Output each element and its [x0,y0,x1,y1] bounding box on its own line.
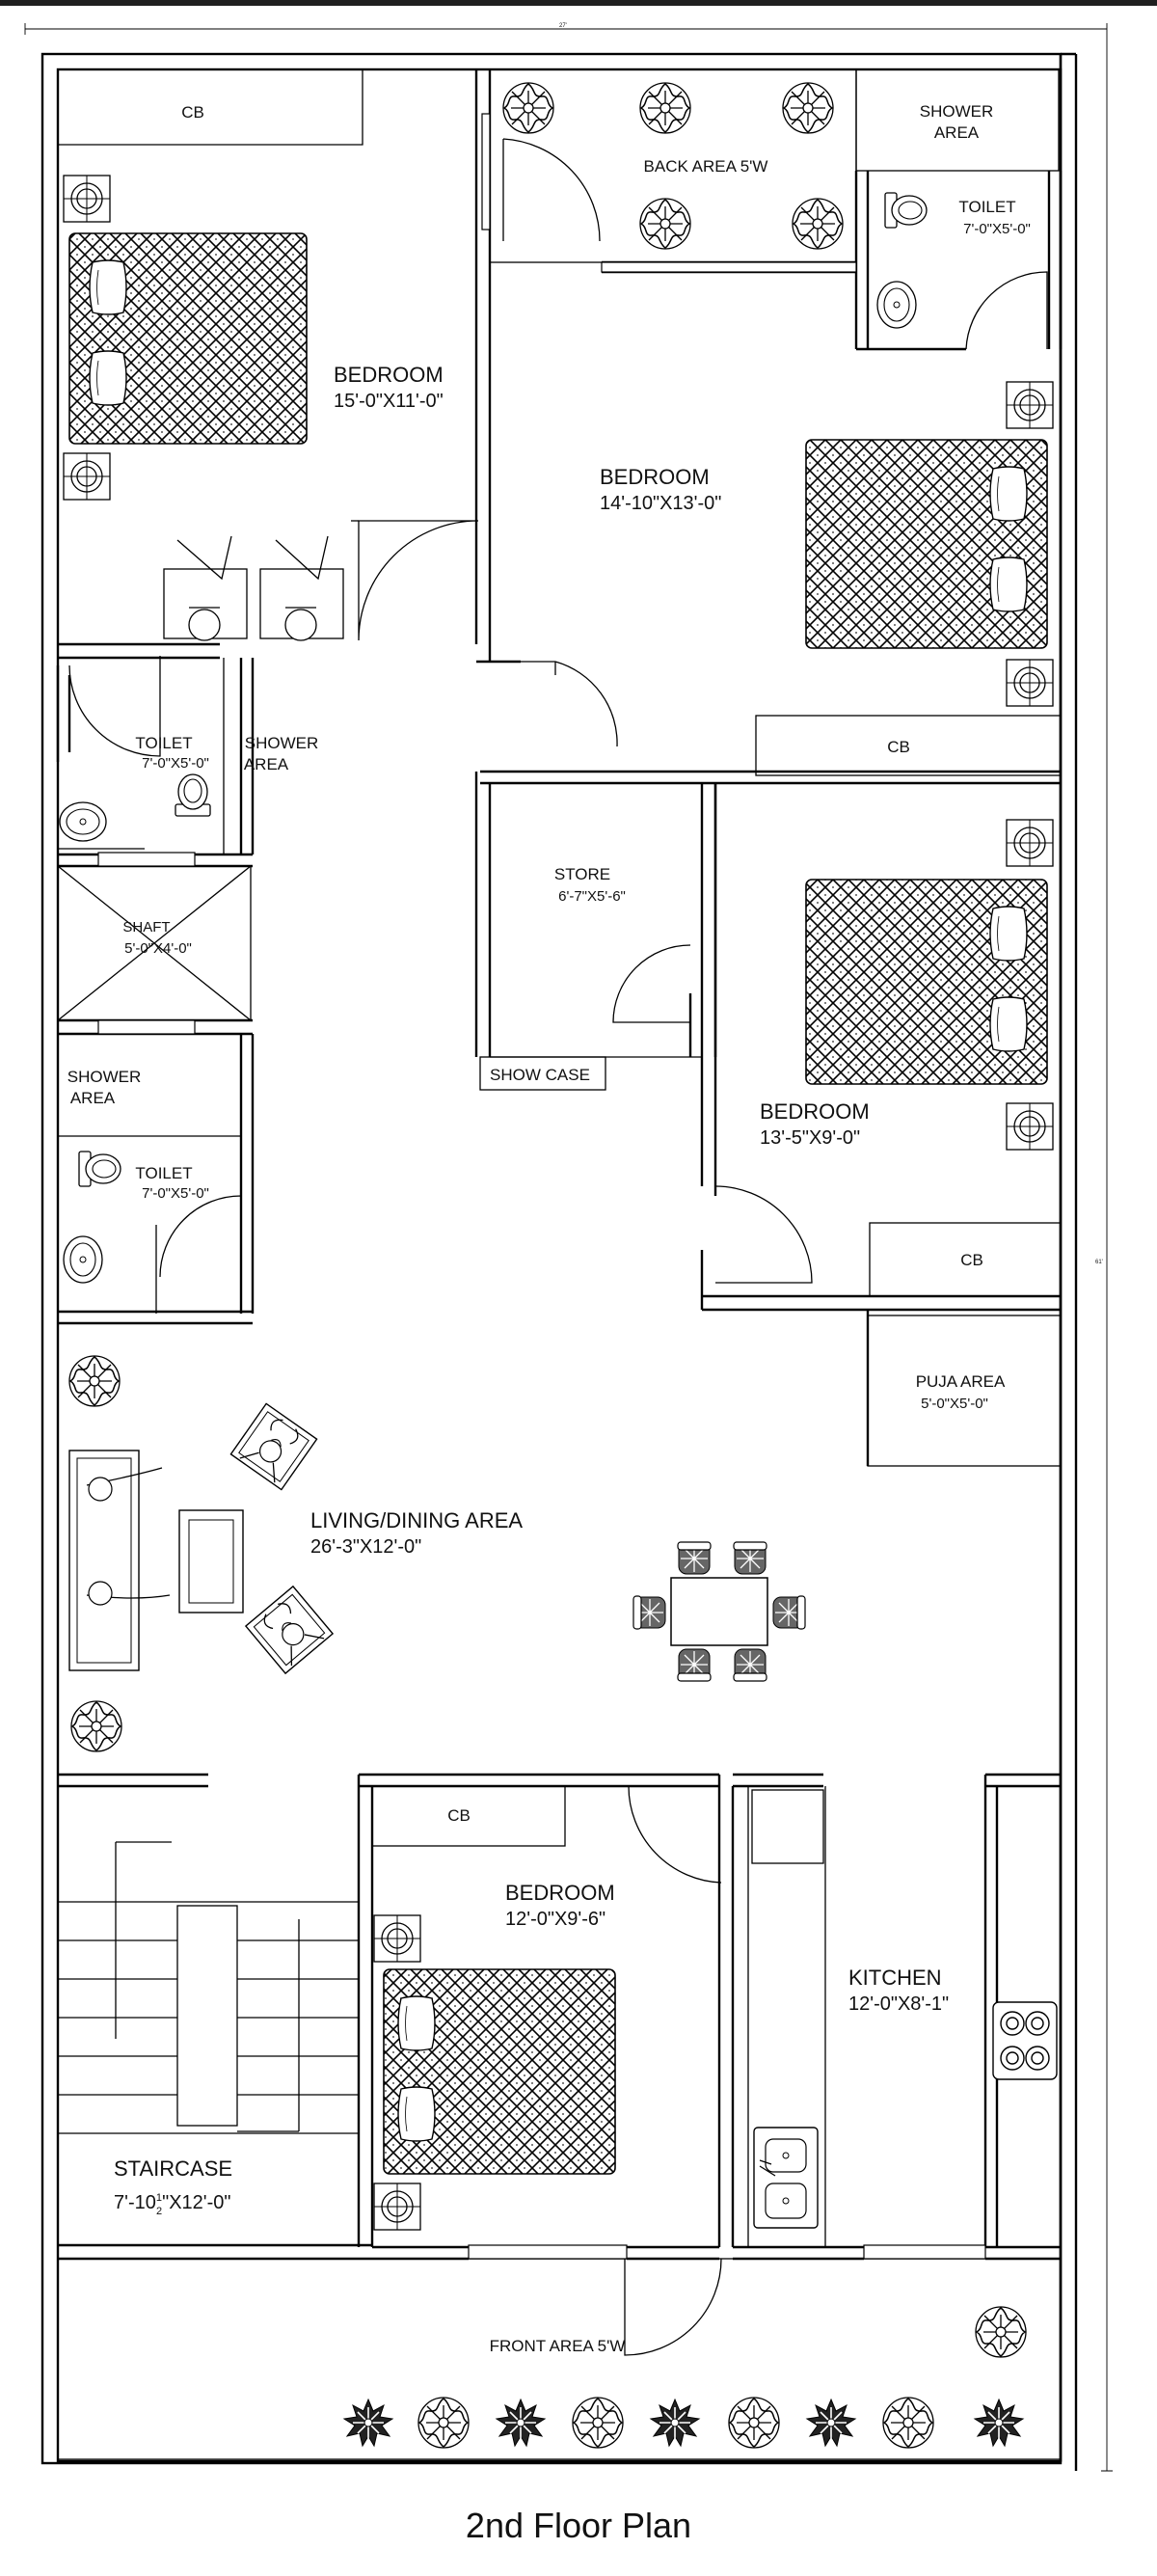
dining-set [633,1542,805,1681]
bedroom2-name: BEDROOM [600,465,710,489]
store-name: STORE [553,865,611,883]
bedroom3-name: BEDROOM [760,1099,870,1124]
toilet-left-2-size: 7'-0"X5'-0" [142,1185,209,1202]
cb-right-1-label: CB [887,738,910,756]
staircase-size: $7'-10^1$ 2"X12'-0" [114,2192,231,2217]
kitchen-size: 12'-0"X8'-1" [848,1993,950,2015]
shower-left-1-line1: SHOWER [244,734,319,752]
front-area-label: FRONT AREA 5'W [489,2337,626,2355]
shaft-size: 5'-0"X4'-0" [124,940,192,957]
toilet-top-right-name: TOILET [958,198,1016,216]
living-furniture [69,1356,333,1751]
living-size: 26'-3"X12'-0" [310,1536,422,1558]
bedroom3-size: 13'-5"X9'-0" [760,1127,861,1149]
living-name: LIVING/DINING AREA [310,1508,524,1532]
toilet-left-1-name: TOILET [135,734,193,752]
shower-left-1-line2: AREA [243,755,289,773]
cb-top-left-label: CB [181,103,204,122]
bedroom4-name: BEDROOM [505,1881,615,1905]
bedroom4-size: 12'-0"X9'-6" [505,1909,606,1930]
staircase [58,1842,359,2133]
puja-area-size: 5'-0"X5'-0" [921,1396,988,1412]
bedroom2-size: 14'-10"X13'-0" [600,493,722,514]
cb-right-2-label: CB [960,1251,983,1269]
shower-area-top-right-line1: SHOWER [919,102,994,121]
toilet-top-right-size: 7'-0"X5'-0" [963,221,1031,237]
shower-left-2-line1: SHOWER [67,1068,142,1086]
side-dimension-label: 61' [1095,1260,1103,1265]
back-area-label: BACK AREA 5'W [643,157,768,176]
toilet-left-1-size: 7'-0"X5'-0" [142,755,209,772]
bedroom1-name: BEDROOM [334,363,444,387]
shaft-name: SHAFT [122,919,171,935]
study-chairs [164,536,343,640]
shower-left-2-line2: AREA [69,1089,116,1107]
store-size: 6'-7"X5'-6" [558,888,626,905]
front-area-plants [344,2307,1026,2448]
show-case-label: SHOW CASE [490,1066,590,1084]
puja-area-name: PUJA AREA [915,1372,1006,1391]
kitchen-name: KITCHEN [848,1966,942,1990]
bedroom1-size: 15'-0"X11'-0" [334,391,444,412]
top-dimension-label: 27' [559,23,567,29]
staircase-name: STAIRCASE [114,2156,233,2181]
cb-bedroom4-label: CB [447,1806,471,1825]
plan-title: 2nd Floor Plan [465,2506,692,2545]
toilet-left-2-name: TOILET [135,1164,193,1182]
kitchen-fixtures [754,2002,1057,2228]
shower-area-top-right-line2: AREA [933,123,980,142]
